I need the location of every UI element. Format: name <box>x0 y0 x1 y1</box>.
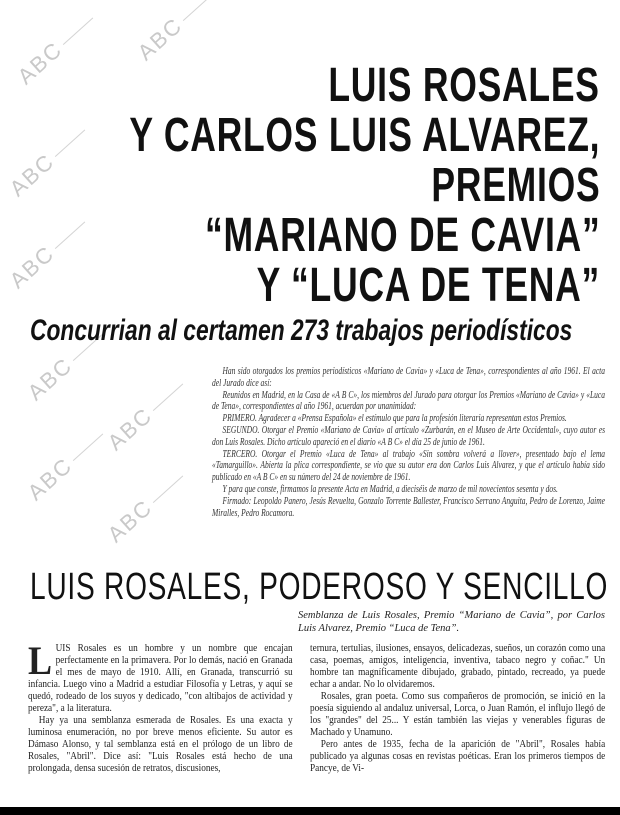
paragraph: Rosales, gran poeta. Como sus compañeros de promoción, se inició en la poesía siguiendo al andaluz universal, Lorca, o Juan Ramón, el influjo llegó de los "grandes" del 25... Y están también las viejas y venerables figuras de Machado y Unamuno. <box>310 691 606 738</box>
subheadline: Concurrian al certamen 273 trabajos periodísticos <box>30 314 573 347</box>
headline-line: Y CARLOS LUIS ALVAREZ, <box>129 109 600 162</box>
paragraph: PRIMERO. Agradecer a «Prensa Española» el estímulo que para la profesión literaria representan estos Premios. <box>222 413 567 425</box>
section-title: LUIS ROSALES, PODEROSO Y SENCILLO <box>30 566 609 608</box>
article-column-right <box>310 643 605 775</box>
headline-line: LUIS ROSALES <box>328 59 600 112</box>
watermark: ABC <box>23 323 111 406</box>
article-caption: Semblanza de Luis Rosales, Premio “Mariano de Cavia”, por Carlos Luis Alvarez, Premio “Luca de Tena”. <box>298 610 605 634</box>
jury-minutes <box>212 366 605 519</box>
paragraph: Reunidos en Madrid, en la Casa de «A B C», los miembros del Jurado para otorgar los Premios «Mariano de Cavia» y «Luca de Tena», correspondientes al año 1961, acuerdan por unanimidad: <box>212 389 605 413</box>
watermark: ABC <box>5 211 93 294</box>
watermark: ABC <box>23 423 111 506</box>
headline-line: Y “LUCA DE TENA” <box>256 259 600 312</box>
watermark: ABC <box>103 373 191 456</box>
paragraph: TERCERO. Otorgar el Premio «Luca de Tena» al trabajo «Sin sombra volverá a llover», presentado bajo el lema «Tamarguillo». Abierta la plica correspondiente, se vio que su autor era don Carlos Luis Alvarez, y que el artículo había sido publicado en «A B C» en su número del 24 de noviembre de 1961. <box>212 448 605 484</box>
watermark: ABC <box>5 119 93 202</box>
article-column-left <box>28 638 293 775</box>
paragraph: Hay ya una semblanza esmerada de Rosales. Es una exacta y luminosa enumeración, no por breve menos eficiente. Su autor es Dámaso Alonso, y tal semblanza está en el prólogo de un libro de Rosales, "Abril". Dice así: "Luis Rosales está hecho de una prolongada, densa sucesión de retratos, discusiones, <box>28 715 293 774</box>
drop-cap: L <box>28 638 53 683</box>
page-bottom-border <box>0 807 620 815</box>
headline-line: PREMIOS <box>431 159 600 212</box>
watermark: ABC <box>13 7 101 90</box>
paragraph: SEGUNDO. Otorgar el Premio «Mariano de Cavia» al artículo «Zurbarán, en el Museo de Arte Occidental», cuyo autor es don Luis Rosales. Dicho artículo apareció en el diario «A B C» el día 25 de junio de 1961. <box>212 424 605 448</box>
paragraph: ternura, tertulias, ilusiones, ensayos, delicadezas, sueños, un corazón como una casa, poemas, amigos, inteligencia, inventiva, tabaco negro y coñac." Un hombre tan magníficamente dibujado, grabado, pintado, recreado, ya puede echar a andar. No lo olvidaremos. <box>310 643 606 690</box>
watermark: ABC <box>103 465 191 548</box>
headline-line: “MARIANO DE CAVIA” <box>204 209 600 262</box>
paragraph: Pero antes de 1935, fecha de la aparición de "Abril", Rosales había publicado ya algunas cosas en revistas poéticas. Eran los primeros tiempos de Pancye, de Vi- <box>310 739 606 774</box>
paragraph: UIS Rosales es un hombre y un nombre que encajan perfectamente en la primavera. Por lo demás, nació en Granada el mes de mayo de 1910. Allí, en Granada, transcurrió su infancia. Luego vino a Madrid a estudiar Filosofía y Letras, y aquí se quedó, rodeado de los suyos y dedicado, "con altibajos de actividad y pereza", a la literatura. <box>28 643 293 714</box>
watermark: ABC <box>133 0 221 66</box>
paragraph: Y para que conste, firmamos la presente Acta en Madrid, a dieciséis de marzo de mil novecientos sesenta y dos. <box>222 483 558 495</box>
paragraph: Firmado: Leopoldo Panero, Jesús Revuelta, Gonzalo Torrente Ballester, Francisco Serrano Anguita, Pedro de Lorenzo, Jaime Miralles, Pedro Rocamora. <box>212 495 605 519</box>
paragraph: Han sido otorgados los premios periodísticos «Mariano de Cavia» y «Luca de Tena», correspondientes al año 1961. El acta del Jurado dice así: <box>212 366 605 389</box>
